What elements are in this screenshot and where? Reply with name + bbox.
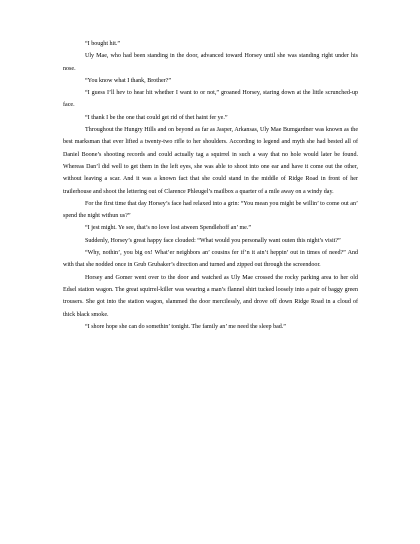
paragraph-9: Suddenly, Horsey’s great happy face clouded: “What would you personally want outen this night’s visit?” [85, 237, 341, 244]
paragraph-12: “I shore hope she can do somethin’ tonight. The family an’ me need the sleep bad.” [85, 323, 286, 330]
paragraph-6: Throughout the Hungry Hills and on beyond as far as Jasper, Arkansas, Uly Mae Bumgardner was known as the best marksman that ever lifted a twenty-two rifle to her shoulders. According to legend and myth she had bested all of Daniel Boone’s shooting records and could actually tag a squirrel in such a way that no hole would later be found. Whereas Dan’l did well to get them in the left eyes, she was able to shoot into one ear and have it come out the other, without leaving a scar. And it was a known fact that she could stand in the middle of Ridge Road in front of her trailerhouse and shoot the lettering out of Clarence Phleugel’s mailbox a quarter of a mile away on a windy day. [63, 127, 358, 195]
paragraph-8: “I jest might. Ye see, that’s no love lost atween Spendlehoff an’ me.” [85, 225, 252, 232]
paragraph-10: “Why, nothin’, you big ox! What’er neighbors an’ cousins fer if’n it ain’t heppin’ out in times of need?” And with that she nodded once in Grub Grubaker’s direction and turned and zipped out through the screendoor. [63, 250, 358, 269]
body-text [63, 38, 358, 333]
paragraph-4: “I guess I’ll hev to hear hit whether I want to or not,” groaned Horsey, staring down at the little scrunched-up face. [63, 90, 358, 109]
paragraph-2: Uly Mae, who had been standing in the door, advanced toward Horsey until she was standing right under his nose. [63, 53, 358, 72]
paragraph-11: Horsey and Gomer went over to the door and watched as Uly Mae crossed the rocky parking area to her old Edsel station wagon. The great squirrel-killer was wearing a man’s flannel shirt tucked loosely into a pair of baggy green trousers. She got into the station wagon, slammed the door mercilessly, and drove off down Ridge Road in a cloud of thick black smoke. [63, 274, 358, 318]
paragraph-3: “You know what I thank, Brother?” [85, 77, 172, 84]
paragraph-1: “I bought hit.” [85, 41, 121, 47]
paragraph-5: “I thank I be the one that could get rid of thet haint fer ye.” [85, 114, 228, 121]
paragraph-7: For the first time that day Horsey’s face had relaxed into a grin: “You mean you might be willin’ to come out an’ spend the night withun us?” [63, 200, 358, 220]
